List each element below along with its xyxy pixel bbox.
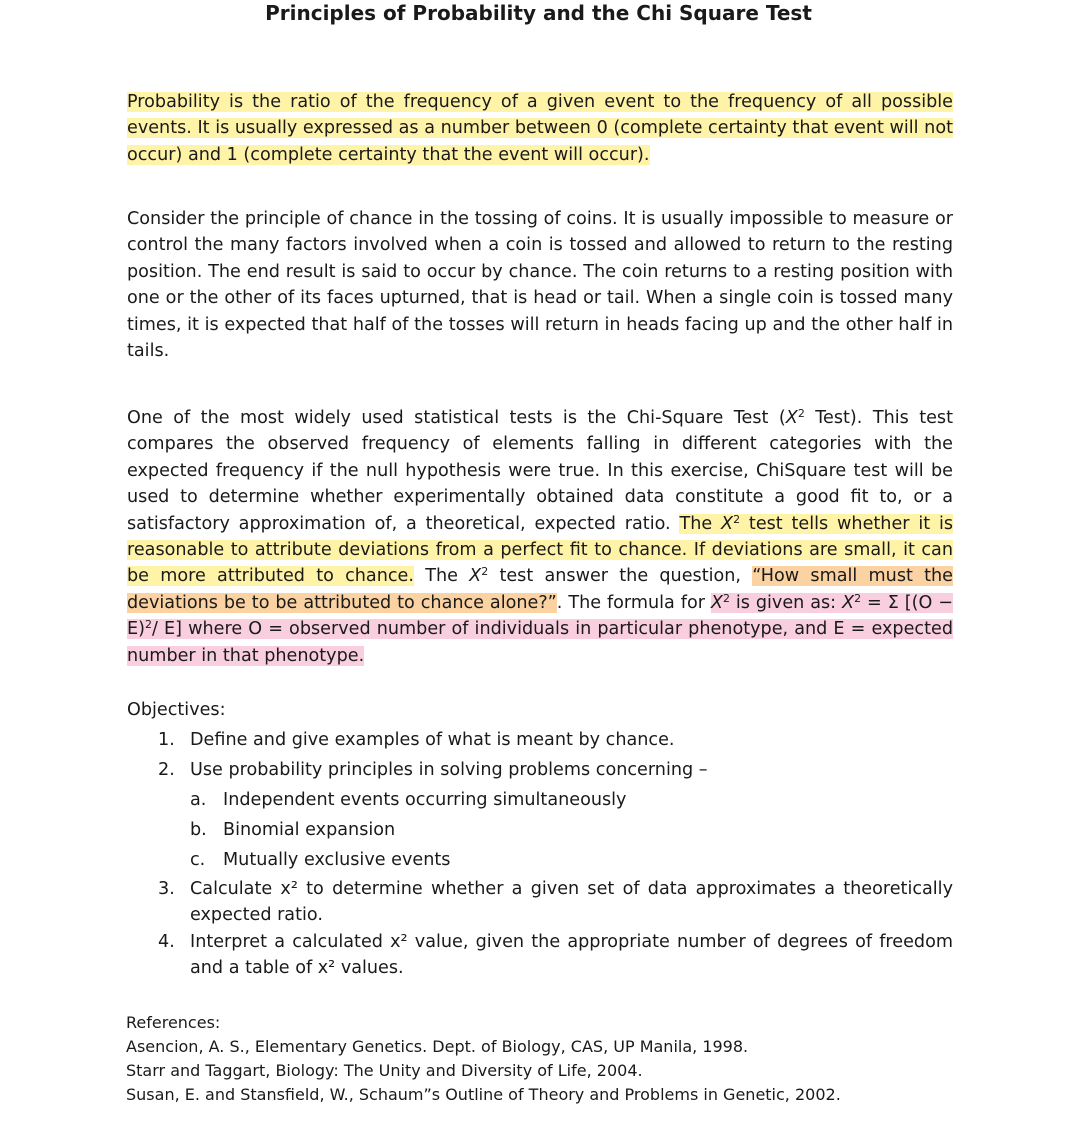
sub-objective-letter: a. <box>190 790 207 810</box>
p3-text-f: is given as: <box>729 592 843 613</box>
chi-superscript: 2 <box>733 512 741 526</box>
square-superscript: 2 <box>144 618 152 632</box>
p3-text-d1: The <box>413 566 470 587</box>
paragraph-chi-square <box>127 405 953 669</box>
sub-objective-item: Independent events occurring simultaneously <box>223 790 627 810</box>
chi-symbol: X <box>710 592 723 613</box>
sub-objective-item: Binomial expansion <box>223 820 396 840</box>
chi-superscript: 2 <box>854 591 862 605</box>
objective-number: 2. <box>158 760 175 780</box>
chi-superscript: 2 <box>722 591 730 605</box>
paragraph-probability <box>127 89 953 168</box>
objective-number: 3. <box>158 879 175 899</box>
p3-text-g1: = Σ [(O − E) <box>127 592 954 640</box>
sub-objective-letter: c. <box>190 850 206 870</box>
objectives-heading: Objectives: <box>127 700 226 720</box>
chi-symbol: X <box>721 513 734 534</box>
p3-text-a: One of the most widely used statistical tests is the Chi-Square Test ( <box>127 408 786 428</box>
objective-number: 4. <box>158 932 175 952</box>
page-title: Principles of Probability and the Chi Square Test <box>265 1 812 25</box>
sub-objective-letter: b. <box>190 820 207 840</box>
objective-item: Calculate x² to determine whether a given set of data approximates a theoretically expected ratio. <box>190 879 953 925</box>
reference-item: Asencion, A. S., Elementary Genetics. Dept. of Biology, CAS, UP Manila, 1998. <box>126 1037 749 1056</box>
chi-superscript: 2 <box>481 565 489 579</box>
objective-item: Interpret a calculated x² value, given the appropriate number of degrees of freedom and a table of x² values. <box>190 932 953 978</box>
references-heading: References: <box>126 1013 221 1032</box>
reference-item: Susan, E. and Stansfield, W., Schaum”s Outline of Theory and Problems in Genetic, 2002. <box>126 1085 841 1104</box>
reference-item: Starr and Taggart, Biology: The Unity and Diversity of Life, 2004. <box>126 1061 643 1080</box>
p3-text-e: . The formula for <box>556 592 711 613</box>
p3-text-g2: / E] where O = observed number of individuals in particular phenotype, and E = expected number in that phenotype. <box>127 619 953 666</box>
p3-text-b: Test). This test compares the observed frequency of elements falling in different categories with the expected frequency if the null hypothesis were true. In this exercise, ChiSquare test will be used to determine whether experimentally obtained data constitute a good fit to, or a satisfactory approximation of, a theoretical, expected ratio. <box>127 408 954 534</box>
chi-symbol: X <box>469 566 482 587</box>
chi-symbol: X <box>785 408 798 428</box>
objective-number: 1. <box>158 730 175 750</box>
highlight-definition: Probability is the ratio of the frequency of a given event to the frequency of all possible events. It is usually expressed as a number between 0 (complete certainty that event will not occur) and 1 (complete certainty that the event will occur). <box>127 92 953 165</box>
sub-objective-item: Mutually exclusive events <box>223 850 451 870</box>
p3-text-c1: The <box>679 513 722 534</box>
p3-text-c2: test tells whether it is reasonable to attribute deviations from a perfect fit to chance. If deviations are small, it can be more attributed to chance. <box>127 513 953 587</box>
chi-superscript: 2 <box>797 407 805 420</box>
objective-item: Define and give examples of what is meant by chance. <box>190 730 675 750</box>
highlight-question: “How small must the deviations be to be attributed to chance alone?” <box>127 566 953 613</box>
paragraph-coin-tossing: Consider the principle of chance in the tossing of coins. It is usually impossible to measure or control the many factors involved when a coin is tossed and allowed to return to the resting position. The end result is said to occur by chance. The coin returns to a resting position with one or the other of its faces upturned, that is head or tail. When a single coin is tossed many times, it is expected that half of the tosses will return in heads facing up and the other half in tails. <box>127 209 953 362</box>
chi-symbol: X <box>842 592 855 613</box>
p3-text-d2: test answer the question, <box>488 566 753 587</box>
objective-item: Use probability principles in solving problems concerning – <box>190 760 708 780</box>
